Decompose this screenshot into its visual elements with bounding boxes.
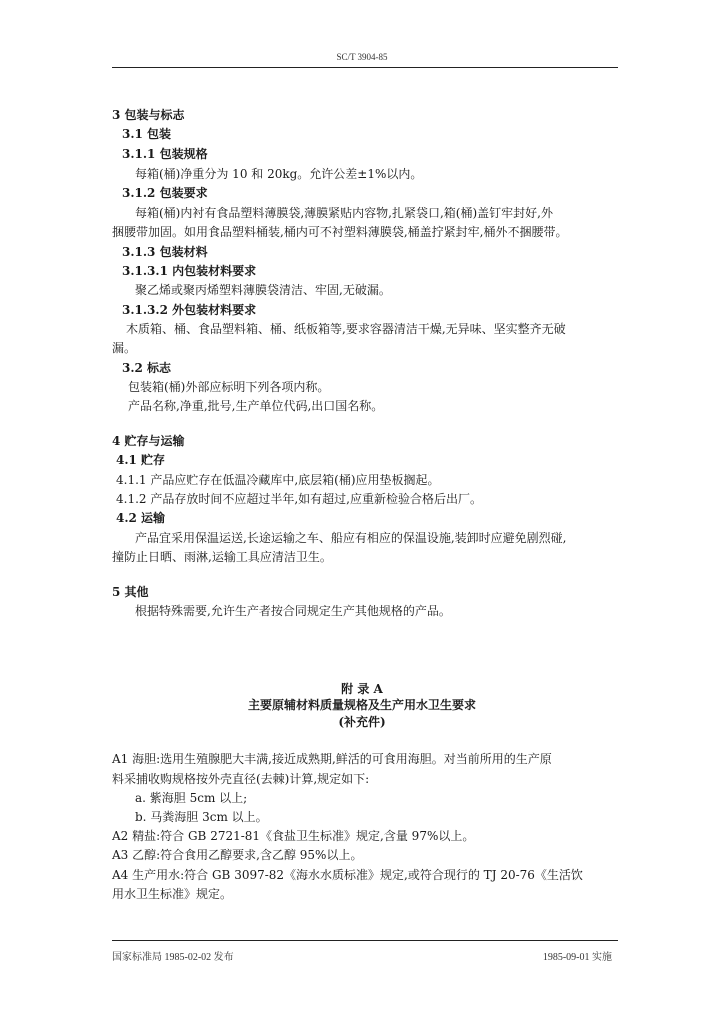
appendix-title: 附 录 A: [341, 682, 383, 696]
appendix-a1-line2: 料采捕收购规格按外壳直径(去棘)计算,规定如下:: [112, 772, 370, 786]
appendix-a4-line2: 用水卫生标准》规定。: [112, 887, 233, 901]
section-4-1-heading: 4.1 贮存: [116, 453, 166, 467]
section-3-2-text-line1: 包装箱(桶)外部应标明下列各项内称。: [128, 380, 330, 394]
appendix-a1-line1: A1 海胆:选用生殖腺肥大丰满,接近成熟期,鲜活的可食用海胆。对当前所用的生产原: [112, 752, 552, 766]
section-3-1-2-heading: 3.1.2 包装要求: [122, 186, 208, 200]
section-4-1-1-text: 4.1.1 产品应贮存在低温冷藏库中,底层箱(桶)应用垫板搁起。: [116, 473, 440, 487]
section-4-2-text-line2: 撞防止日晒、雨淋,运输工具应清洁卫生。: [112, 550, 332, 564]
section-4-2-heading: 4.2 运输: [116, 511, 166, 525]
section-3-1-heading: 3.1 包装: [122, 127, 172, 141]
issue-date: 国家标准局 1985-02-02 发布: [112, 952, 234, 963]
appendix-a1-item-b: b. 马粪海胆 3cm 以上。: [135, 810, 268, 824]
section-3-2-heading: 3.2 标志: [122, 361, 172, 375]
header-divider: [112, 67, 618, 68]
footer-divider: [112, 940, 618, 941]
section-3-heading: 3 包装与标志: [112, 108, 185, 122]
appendix-a3: A3 乙醇:符合食用乙醇要求,含乙醇 95%以上。: [112, 848, 363, 862]
section-3-1-2-text-line2: 捆腰带加固。如用食品塑料桶装,桶内可不衬塑料薄膜袋,桶盖拧紧封牢,桶外不捆腰带。: [112, 225, 568, 239]
appendix-note: (补充件): [338, 715, 386, 729]
section-3-1-3-2-heading: 3.1.3.2 外包装材料要求: [122, 303, 257, 317]
section-4-1-2-text: 4.1.2 产品存放时间不应超过半年,如有超过,应重新检验合格后出厂。: [116, 492, 482, 506]
section-3-2-text-line2: 产品名称,净重,批号,生产单位代码,出口国名称。: [128, 399, 384, 413]
appendix-a1-item-a: a. 紫海胆 5cm 以上;: [135, 791, 248, 805]
appendix-subtitle: 主要原辅材料质量规格及生产用水卫生要求: [247, 698, 476, 712]
section-3-1-1-heading: 3.1.1 包装规格: [122, 147, 208, 161]
appendix-a4-line1: A4 生产用水:符合 GB 3097-82《海水水质标准》规定,或符合现行的 TJ 20-76《生活饮: [112, 868, 583, 882]
section-3-1-3-1-heading: 3.1.3.1 内包装材料要求: [122, 264, 257, 278]
section-3-1-1-text: 每箱(桶)净重分为 10 和 20kg。允许公差±1%以内。: [135, 167, 423, 181]
implementation-date: 1985-09-01 实施: [542, 952, 612, 963]
section-5-text: 根据特殊需要,允许生产者按合同规定生产其他规格的产品。: [135, 604, 451, 618]
section-4-heading: 4 贮存与运输: [112, 434, 185, 448]
section-3-1-3-heading: 3.1.3 包装材料: [122, 245, 208, 259]
section-4-2-text-line1: 产品宜采用保温运送,长途运输之车、船应有相应的保温设施,装卸时应避免剧烈碰,: [135, 531, 567, 545]
section-3-1-2-text-line1: 每箱(桶)内衬有食品塑料薄膜袋,薄膜紧贴内容物,扎紧袋口,箱(桶)盖钉牢封好,外: [135, 206, 553, 220]
section-5-heading: 5 其他: [112, 585, 149, 599]
standard-code-header: SC/T 3904-85: [336, 52, 388, 62]
section-3-1-3-2-text-line1: 木质箱、桶、食品塑料箱、桶、纸板箱等,要求容器清洁干燥,无异味、坚实整齐无破: [126, 322, 566, 336]
appendix-a2: A2 精盐:符合 GB 2721-81《食盐卫生标准》规定,含量 97%以上。: [112, 829, 475, 843]
section-3-1-3-1-text: 聚乙烯或聚丙烯塑料薄膜袋清洁、牢固,无破漏。: [135, 283, 391, 297]
section-3-1-3-2-text-line2: 漏。: [112, 341, 137, 355]
